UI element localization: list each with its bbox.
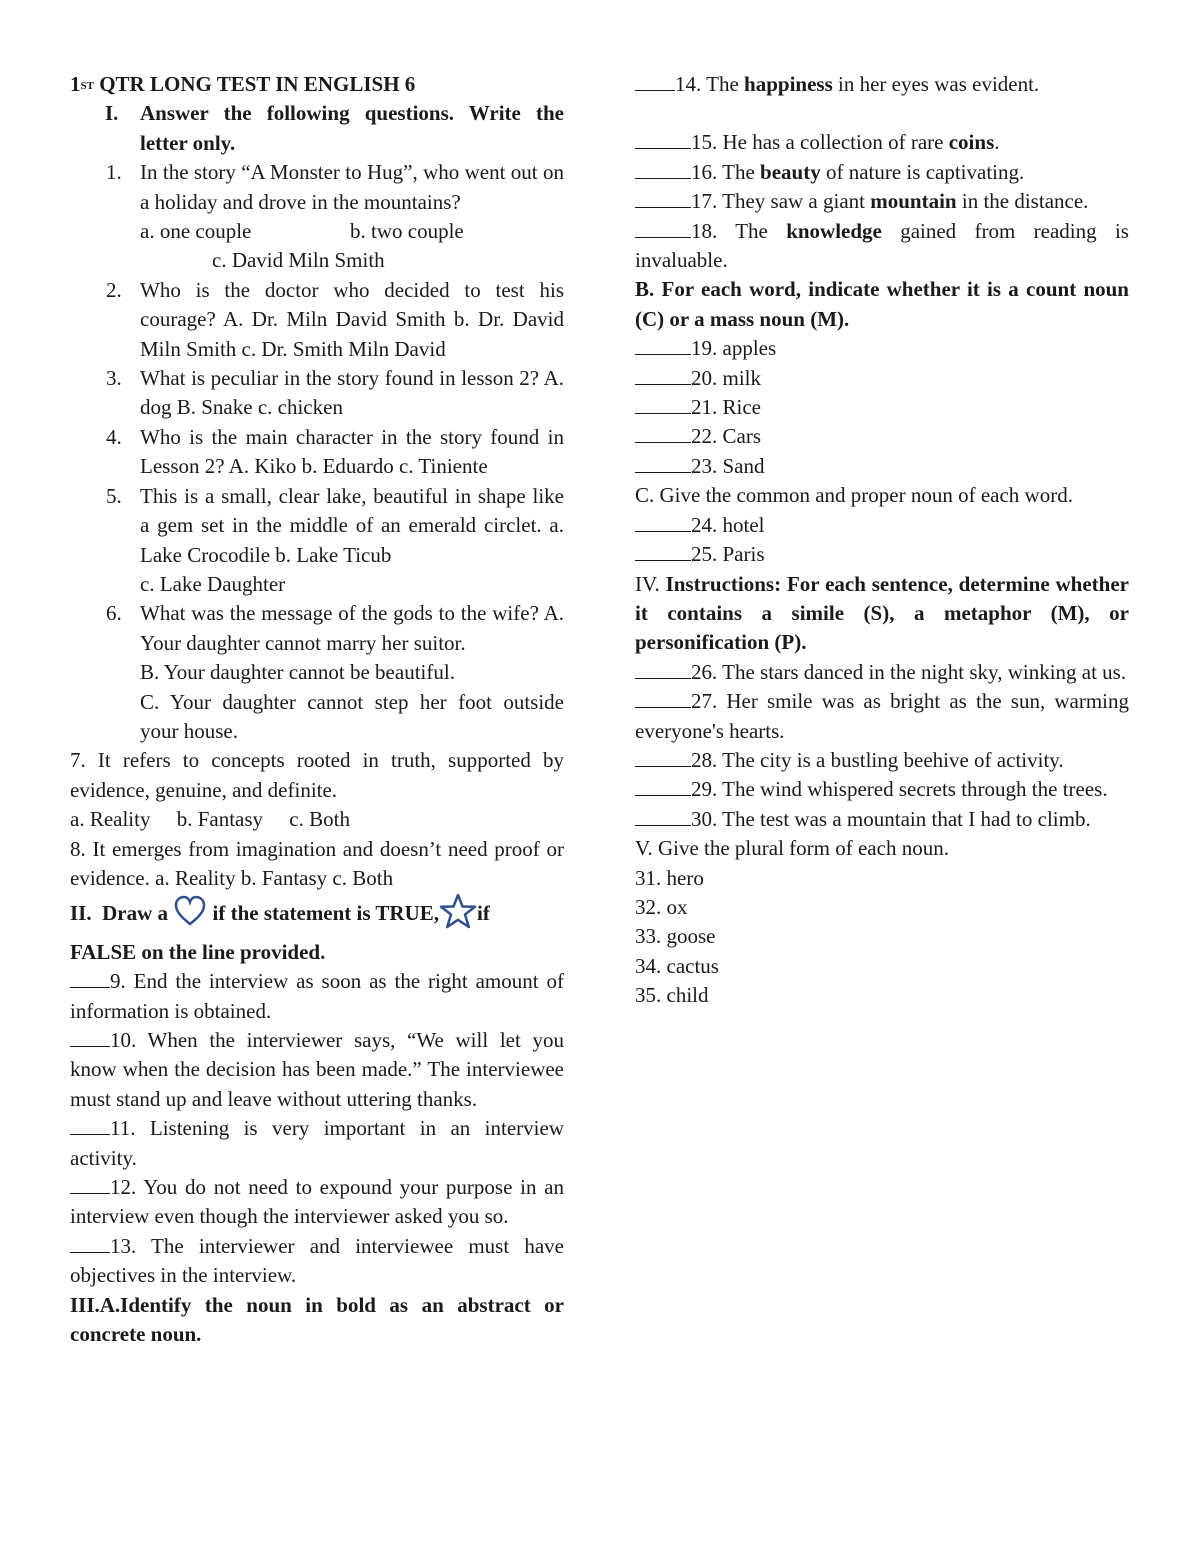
part1-questions (70, 158, 564, 746)
part4-heading: IV. Instructions: For each sentence, determine whether it contains a simile (S), a metaphor (M), or personification (P). (635, 571, 1129, 655)
part2-heading-line2: FALSE on the line provided. (70, 939, 326, 964)
answer-blank[interactable] (635, 128, 691, 149)
answer-blank[interactable] (635, 422, 691, 443)
answer-blank[interactable] (635, 805, 691, 826)
question-3: 3. What is peculiar in the story found in lesson 2? A. dog B. Snake c. chicken (106, 366, 564, 420)
noun-item: 15. He has a collection of rare coins. (635, 128, 1129, 157)
answer-blank[interactable] (635, 511, 691, 532)
question-7: 7. It refers to concepts rooted in truth, supported by evidence, genuine, and definite. (70, 748, 564, 802)
noun-item: 16. The beauty of nature is captivating. (635, 158, 1129, 187)
noun-item: 17. They saw a giant mountain in the distance. (635, 187, 1129, 216)
answer-blank[interactable] (70, 967, 110, 988)
question-8: 8. It emerges from imagination and doesn’t need proof or evidence. a. Reality b. Fantasy c. Both (70, 836, 564, 890)
question-4: 4. Who is the main character in the story found in Lesson 2? A. Kiko b. Eduardo c. Tiniente (106, 424, 564, 479)
question-1: 1. In the story “A Monster to Hug”, who went out on a holiday and drove in the mountains? a. one couple b. two couple c. David Miln Smith (106, 160, 564, 273)
true-false-item: 9. End the interview as soon as the right amount of information is obtained. (70, 969, 564, 1023)
true-false-item: 12. You do not need to expound your purpose in an interview even though the interviewer asked you so. (70, 1175, 564, 1229)
answer-blank[interactable] (635, 187, 691, 208)
answer-blank[interactable] (635, 658, 691, 679)
answer-blank[interactable] (635, 158, 691, 179)
answer-blank[interactable] (635, 775, 691, 796)
count-mass-item: 21. Rice (635, 393, 1129, 422)
part1-heading: I. Answer the following questions. Write the letter only. (105, 101, 564, 155)
question-6: 6. What was the message of the gods to the wife? A. Your daughter cannot marry her suitor. B. Your daughter cannot be beautiful. C. Your daughter cannot step her foot outside your house. (106, 601, 564, 743)
star-icon (439, 893, 477, 937)
answer-blank[interactable] (70, 1026, 110, 1047)
plural-item: 32. ox (635, 894, 688, 919)
figurative-item: 27. Her smile was as bright as the sun, warming everyone's hearts. (635, 689, 1129, 743)
answer-blank[interactable] (635, 452, 691, 473)
count-mass-item: 23. Sand (635, 452, 1129, 481)
plural-item: 35. child (635, 983, 709, 1008)
heart-icon (173, 895, 207, 935)
answer-blank[interactable] (635, 540, 691, 561)
part3c-heading: C. Give the common and proper noun of each word. (635, 483, 1073, 508)
answer-blank[interactable] (635, 217, 691, 238)
figurative-item: 29. The wind whispered secrets through the trees. (635, 775, 1129, 804)
part3a-heading: III.A.Identify the noun in bold as an abstract or concrete noun. (70, 1292, 564, 1347)
count-mass-item: 19. apples (635, 334, 1129, 363)
count-mass-item: 22. Cars (635, 422, 1129, 451)
count-mass-item: 20. milk (635, 364, 1129, 393)
answer-blank[interactable] (70, 1114, 110, 1135)
common-proper-item: 25. Paris (635, 540, 1129, 569)
answer-blank[interactable] (635, 364, 691, 385)
part5-heading: V. Give the plural form of each noun. (635, 836, 949, 861)
question-5: 5. This is a small, clear lake, beautiful in shape like a gem set in the middle of an emerald circlet. a. Lake Crocodile b. Lake Ticub c. Lake Daughter (106, 483, 564, 596)
part3b-heading: B. For each word, indicate whether it is a count noun (C) or a mass noun (M). (635, 277, 1129, 331)
plural-item: 33. goose (635, 924, 716, 949)
plural-item: 34. cactus (635, 953, 719, 978)
right-column (635, 70, 1129, 1011)
part2-heading: II. Draw a if the statement is TRUE, if (70, 893, 564, 937)
question-7-choices: a. Reality b. Fantasy c. Both (70, 807, 350, 832)
answer-blank[interactable] (635, 70, 675, 91)
common-proper-item: 24. hotel (635, 511, 1129, 540)
true-false-item: 13. The interviewer and interviewee must have objectives in the interview. (70, 1233, 564, 1288)
plural-item: 31. hero (635, 865, 704, 890)
true-false-item: 11. Listening is very important in an interview activity. (70, 1116, 564, 1170)
answer-blank[interactable] (635, 746, 691, 767)
noun-item: 18. The knowledge gained from reading is invaluable. (635, 218, 1129, 273)
answer-blank[interactable] (635, 334, 691, 355)
noun-item: 14. The happiness in her eyes was evident. (635, 70, 1129, 99)
answer-blank[interactable] (635, 687, 691, 708)
true-false-item: 10. When the interviewer says, “We will let you know when the decision has been made.” The interviewee must stand up and leave without uttering thanks. (70, 1028, 564, 1111)
answer-blank[interactable] (635, 393, 691, 414)
answer-blank[interactable] (70, 1232, 110, 1253)
figurative-item: 30. The test was a mountain that I had to climb. (635, 805, 1129, 834)
answer-blank[interactable] (70, 1173, 110, 1194)
figurative-item: 28. The city is a bustling beehive of activity. (635, 746, 1129, 775)
left-column (70, 70, 564, 1349)
question-2: 2. Who is the doctor who decided to test his courage? A. Dr. Miln David Smith b. Dr. David Miln Smith c. Dr. Smith Miln David (106, 277, 564, 361)
test-title: 1ST QTR LONG TEST IN ENGLISH 6 (70, 72, 416, 96)
figurative-item: 26. The stars danced in the night sky, winking at us. (635, 658, 1129, 687)
